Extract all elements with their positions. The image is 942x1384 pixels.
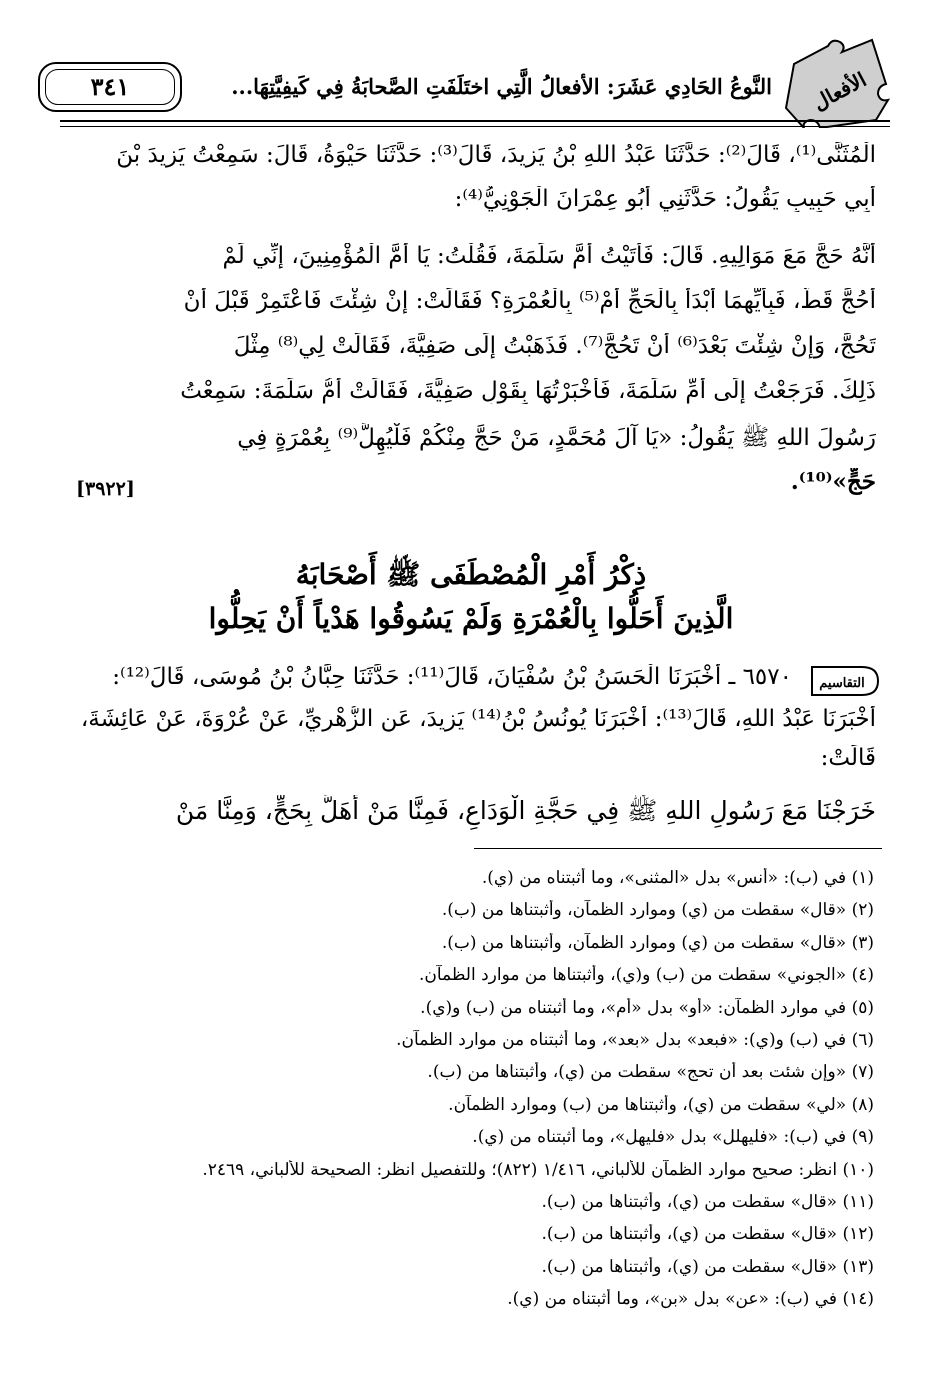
footnote: (٥) في موارد الظمآن: «أو» بدل «أم»، وما أثبتناه من (ب) و(ي). xyxy=(420,997,874,1018)
hadith-line: أَخْبَرَنَا عَبْدُ اللهِ، قَالَ⁽¹³⁾: أَخْبَرَنَا يُونُسُ بْنُ⁽¹⁴⁾ يَزِيدَ، عَنِ الزُّهْرِيِّ، عَنْ عُرْوَةَ، عَنْ عَائِشَةَ، xyxy=(80,706,876,732)
running-title: النَّوعُ الحَادِي عَشَرَ: الأفعالُ الَّتِي اختَلَفَتِ الصَّحابَةُ فِي كَيفِيَّتِهَا... xyxy=(231,74,772,99)
header-rule xyxy=(60,126,890,127)
hadith-reference: [٣٩٢٢] xyxy=(76,478,135,500)
footnote: (١) في (ب): «أنس» بدل «المثنى»، وما أثبتناه من (ي). xyxy=(481,868,874,888)
section-heading: الَّذِينَ أَحَلُّوا بِالْعُمْرَةِ وَلَمْ يَسُوقُوا هَدْياً أَنْ يَحِلُّوا xyxy=(208,602,734,635)
hadith-line: ٦٥٧٠ ـ أَخْبَرَنَا الْحَسَنُ بْنُ سُفْيَانَ، قَالَ⁽¹¹⁾: حَدَّثَنَا حِبَّانُ بْنُ مُوسَى، قَالَ⁽¹²⁾: xyxy=(112,664,792,690)
body-line: الْمُثَنَّى⁽¹⁾، قَالَ⁽²⁾: حَدَّثَنَا عَبْدُ اللهِ بْنُ يَزِيدَ، قَالَ⁽³⁾: حَدَّثَنَا حَيْوَةُ، قَالَ: سَمِعْتُ يَزِيدَ بْنَ xyxy=(116,142,876,168)
hadith-line: قَالَتْ: xyxy=(820,745,876,771)
page-number: ٣٤١ xyxy=(45,69,175,105)
body-line: ذَلِكَ. فَرَجَعْتُ إِلَى أُمِّ سَلَمَةَ، فَأَخْبَرْتُهَا بِقَوْلِ صَفِيَّةَ، فَقَالَتْ أُمُّ سَلَمَةَ: سَمِعْتُ xyxy=(180,378,876,404)
body-line: أَبِي حَبِيبٍ يَقُولُ: حَدَّثَنِي أَبُو عِمْرَانَ الْجَوْنِيُّ⁽⁴⁾: xyxy=(454,186,876,212)
hadith-line: خَرَجْنَا مَعَ رَسُولِ اللهِ ﷺ فِي حَجَّةِ الْوَدَاعِ، فَمِنَّا مَنْ أَهَلَّ بِحَجٍّ، وَمِنَّا مَنْ xyxy=(175,796,876,825)
puzzle-piece-icon xyxy=(780,36,890,128)
body-line: أَحُجَّ قَطُّ، فَبِأَيِّهِمَا أَبْدَأُ بِالْحَجِّ أَمْ⁽⁵⁾ بِالْعُمْرَةِ؟ فَقَالَتْ: إِنْ شِئْتَ فَاعْتَمِرْ قَبْلَ أَنْ xyxy=(183,288,876,314)
body-line: حَجٍّ»⁽¹⁰⁾. xyxy=(790,468,876,495)
footnote: (٨) «لي» سقطت من (ي)، وأثبتناها من (ب) وموارد الظمآن. xyxy=(448,1094,874,1115)
body-line: تَحُجَّ، وَإِنْ شِئْتَ بَعْدَ⁽⁶⁾ أَنْ تَحُجَّ⁽⁷⁾. فَذَهَبْتُ إِلَى صَفِيَّةَ، فَقَالَتْ لِي⁽⁸⁾ مِثْلَ xyxy=(233,333,876,359)
footnote: (٣) «قال» سقطت من (ي) وموارد الظمآن، وأثبتناها من (ب). xyxy=(441,932,874,953)
footnote: (٢) «قال» سقطت من (ي) وموارد الظمآن، وأثبتناها من (ب). xyxy=(441,900,874,921)
header-rule xyxy=(60,120,890,122)
footnote: (١٤) في (ب): «عن» بدل «بن»، وما أثبتناه من (ي). xyxy=(507,1289,874,1310)
taqasim-label: التقاسيم xyxy=(819,676,865,691)
footnote: (٩) في (ب): «فليهلل» بدل «فليهل»، وما أثبتناه من (ي). xyxy=(472,1127,874,1148)
footnote-rule xyxy=(474,848,882,849)
page-header xyxy=(60,36,890,128)
footnote: (٧) «وإن شئت بعد أن تحج» سقطت من (ي)، وأثبتناها من (ب). xyxy=(427,1062,874,1083)
footnote: (١٠) انظر: صحيح موارد الظمآن للألباني، ١/٤١٦ (٨٢٢)؛ وللتفصيل انظر: الصحيحة للألباني، ٢٤٦٩. xyxy=(202,1159,874,1180)
taqasim-badge-icon xyxy=(808,661,882,701)
footnote: (١٣) «قال» سقطت من (ي)، وأثبتناها من (ب). xyxy=(541,1256,874,1277)
body-line: أَنَّهُ حَجَّ مَعَ مَوَالِيهِ. قَالَ: فَأَتَيْتُ أُمَّ سَلَمَةَ، فَقُلْتُ: يَا أُمَّ الْمُؤْمِنِينَ، إِنِّي لَمْ xyxy=(222,243,876,269)
page-number-box xyxy=(38,62,182,112)
footnote: (٤) «الجوني» سقطت من (ب) و(ي)، وأثبتناها من موارد الظمآن. xyxy=(418,965,874,986)
footnote: (١١) «قال» سقطت من (ي)، وأثبتناها من (ب). xyxy=(541,1192,874,1212)
section-label: الأفعال xyxy=(808,67,871,116)
body-line: رَسُولَ اللهِ ﷺ يَقُولُ: «يَا آلَ مُحَمَّدٍ، مَنْ حَجَّ مِنْكُمْ فَلْيُهِلَّ⁽⁹⁾ بِعُمْرَةٍ فِي xyxy=(237,425,876,451)
footnote: (٦) في (ب) و(ي): «فبعد» بدل «بعد»، وما أثبتناه من موارد الظمآن. xyxy=(396,1030,874,1050)
footnote: (١٢) «قال» سقطت من (ي)، وأثبتناها من (ب). xyxy=(541,1224,874,1245)
section-heading: ذِكْرُ أَمْرِ الْمُصْطَفَى ﷺ أَصْحَابَهُ xyxy=(295,558,647,591)
